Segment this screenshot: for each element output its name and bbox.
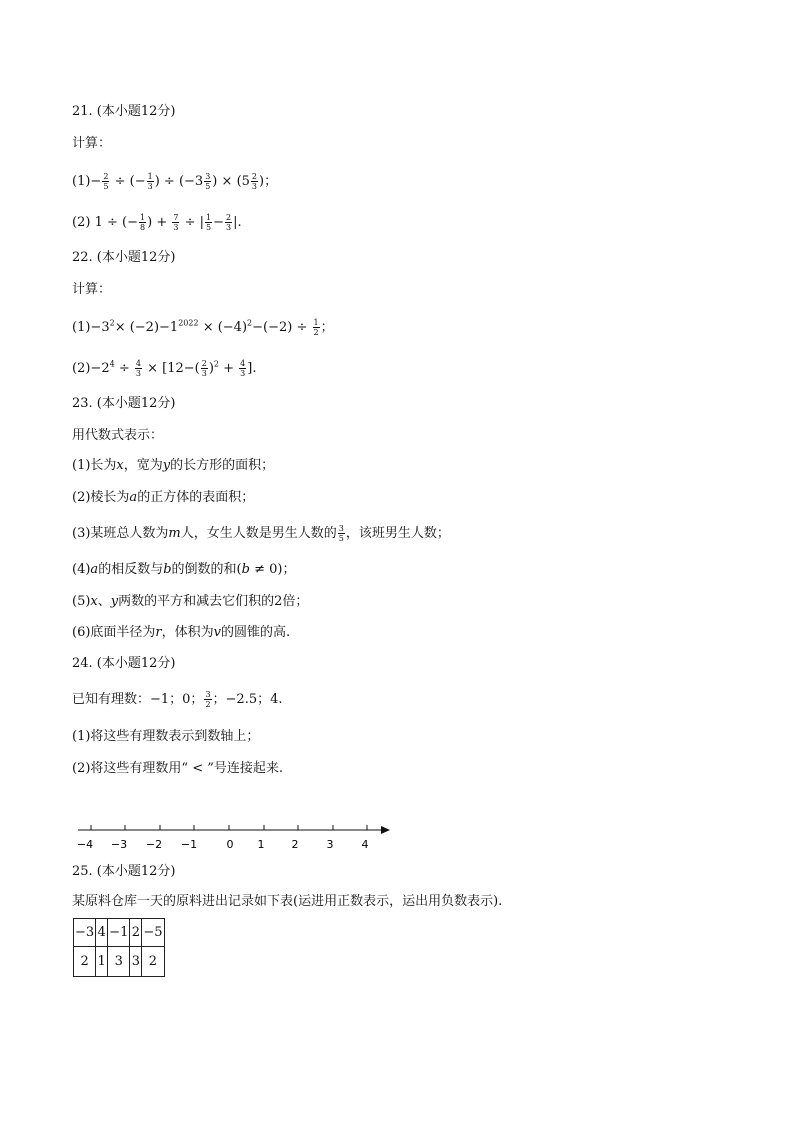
q21-header: 21. (本小题12分) bbox=[72, 104, 176, 119]
q22-problem-2: $(2)-2^4$ ÷ $\frac{4}{3}$ × [12−( $\frac{2}{3}$ )$^2$ + $\frac{4}{3}$ ]. bbox=[72, 359, 257, 378]
q23-item-1: (1)长为x，宽为y的长方形的面积； bbox=[72, 458, 275, 473]
q22-problem-1: $(1)-3^2\times (-2)-1^{2022} \times (-4)^2-(-2)$ ÷ $\frac{1}{2}$ ； bbox=[72, 318, 334, 337]
table-row bbox=[74, 919, 165, 947]
q23-item-3: (3)某班总人数为m人，女生人数是男生人数的 $\frac{3}{5}$ ，该班男生人数； bbox=[72, 524, 450, 543]
number-line bbox=[72, 812, 402, 856]
q23-item-4: (4)a的相反数与b的倒数的和(b ≠ 0)； bbox=[72, 562, 296, 577]
tick-label: −1 bbox=[180, 838, 198, 851]
tick-label: 2 bbox=[291, 838, 299, 851]
table-cell: 2 bbox=[130, 919, 142, 947]
q21-problem-1: (1)− $\frac{2}{5}$ ÷ (− $\frac{1}{3}$ ) ÷ (−3 $\frac{3}{5}$ ) × (5 $\frac{2}{3}$ )； bbox=[72, 172, 278, 191]
table-cell: 2 bbox=[74, 947, 96, 977]
tick-label: −4 bbox=[76, 838, 94, 851]
q23-instruction: 用代数式表示： bbox=[72, 428, 164, 443]
q21-problem-2: (2) 1 ÷ (− $\frac{1}{8}$ ) + $\frac{7}{3}$ ÷ | $\frac{1}{5}$ − $\frac{2}{3}$ |. bbox=[72, 213, 242, 232]
table-cell: 4 bbox=[96, 919, 108, 947]
tick-label: 4 bbox=[361, 838, 369, 851]
number-line-svg bbox=[72, 812, 402, 856]
table-cell: 2 bbox=[142, 947, 164, 977]
table-row bbox=[74, 947, 165, 977]
q24-item-1: (1)将这些有理数表示到数轴上； bbox=[72, 729, 260, 744]
q24-item-2: (2)将这些有理数用“ < ”号连接起来. bbox=[72, 761, 283, 776]
table-cell: −5 bbox=[142, 919, 164, 947]
records-table bbox=[73, 918, 165, 977]
q25-intro: 某原料仓库一天的原料进出记录如下表(运进用正数表示，运出用负数表示). bbox=[72, 894, 503, 909]
axis-arrow bbox=[381, 826, 390, 834]
q21-instruction: 计算： bbox=[72, 136, 112, 151]
q24-intro: 已知有理数：−1；0； $\frac{3}{2}$ ；−2.5；4. bbox=[72, 690, 283, 709]
q23-header: 23. (本小题12分) bbox=[72, 396, 176, 411]
tick-label: −2 bbox=[145, 838, 163, 851]
tick-label: 0 bbox=[226, 838, 234, 851]
q24-header: 24. (本小题12分) bbox=[72, 656, 176, 671]
tick-label: 1 bbox=[257, 838, 265, 851]
q23-item-6: (6)底面半径为r，体积为v的圆锥的高. bbox=[72, 625, 291, 640]
q23-item-2: (2)棱长为a的正方体的表面积； bbox=[72, 490, 255, 505]
q22-instruction: 计算： bbox=[72, 282, 112, 297]
table-cell: −1 bbox=[108, 919, 130, 947]
table-cell: 3 bbox=[108, 947, 130, 977]
table-cell: 1 bbox=[96, 947, 108, 977]
q23-item-5: (5)x、y两数的平方和减去它们积的2倍； bbox=[72, 594, 309, 609]
q25-header: 25. (本小题12分) bbox=[72, 864, 176, 879]
tick-label: 3 bbox=[326, 838, 334, 851]
table-cell: −3 bbox=[74, 919, 96, 947]
q22-header: 22. (本小题12分) bbox=[72, 250, 176, 265]
tick-label: −3 bbox=[110, 838, 128, 851]
table-cell: 3 bbox=[130, 947, 142, 977]
